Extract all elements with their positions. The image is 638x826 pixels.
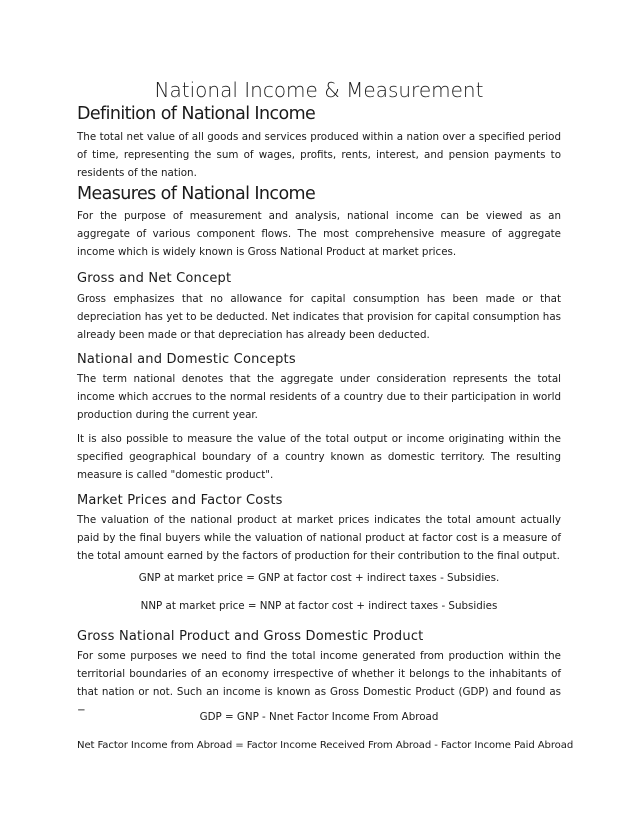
gross-net-paragraph: Gross emphasizes that no allowance for capital consumption has been made or that depreciation has yet to be deducted. Net indicates that provision for capital consumption has already been made or that depreciation has already been deducted. [77,293,561,341]
national-domestic-heading: National and Domestic Concepts [77,352,296,367]
market-factor-paragraph: The valuation of the national product at market prices indicates the total amount actually paid by the final buyers while the valuation of national product at factor cost is a measure of the total amount earned by the factors of production for their contribution to the final output. [77,514,561,562]
market-factor-heading: Market Prices and Factor Costs [77,493,283,508]
national-domestic-paragraph-2: It is also possible to measure the value of the total output or income originating within the specified geographical boundary of a country known as domestic territory. The resulting measure is called "domestic product". [77,433,561,481]
net-factor-income-line: Net Factor Income from Abroad = Factor Income Received From Abroad - Factor Income Paid Abroad [77,740,574,751]
gross-net-heading: Gross and Net Concept [77,271,232,286]
measures-paragraph: For the purpose of measurement and analysis, national income can be viewed as an aggregate of various component flows. The most comprehensive measure of aggregate income which is widely known is Gross National Product at market prices. [77,210,561,258]
page-title: National Income & Measurement [154,78,484,102]
gnp-gdp-heading: Gross National Product and Gross Domestic Product [77,629,424,644]
nnp-formula: NNP at market price = NNP at factor cost + indirect taxes - Subsidies [140,600,498,612]
national-domestic-paragraph-1: The term national denotes that the aggregate under consideration represents the total income which accrues to the normal residents of a country due to their participation in world production during the current year. [77,373,561,421]
gnp-formula: GNP at market price = GNP at factor cost + indirect taxes - Subsidies. [138,572,500,584]
definition-heading: Definition of National Income [77,104,316,124]
gdp-formula: GDP = GNP - Nnet Factor Income From Abroad [199,711,439,723]
measures-heading: Measures of National Income [77,184,316,204]
gnp-gdp-paragraph: For some purposes we need to find the total income generated from production within the territorial boundaries of an economy irrespective of whether it belongs to the inhabitants of that nation or not. Such an income is known as Gross Domestic Product (GDP) and found as − [77,650,561,716]
definition-paragraph: The total net value of all goods and services produced within a nation over a specified period of time, representing the sum of wages, profits, rents, interest, and pension payments to residents of the nation. [77,131,561,179]
